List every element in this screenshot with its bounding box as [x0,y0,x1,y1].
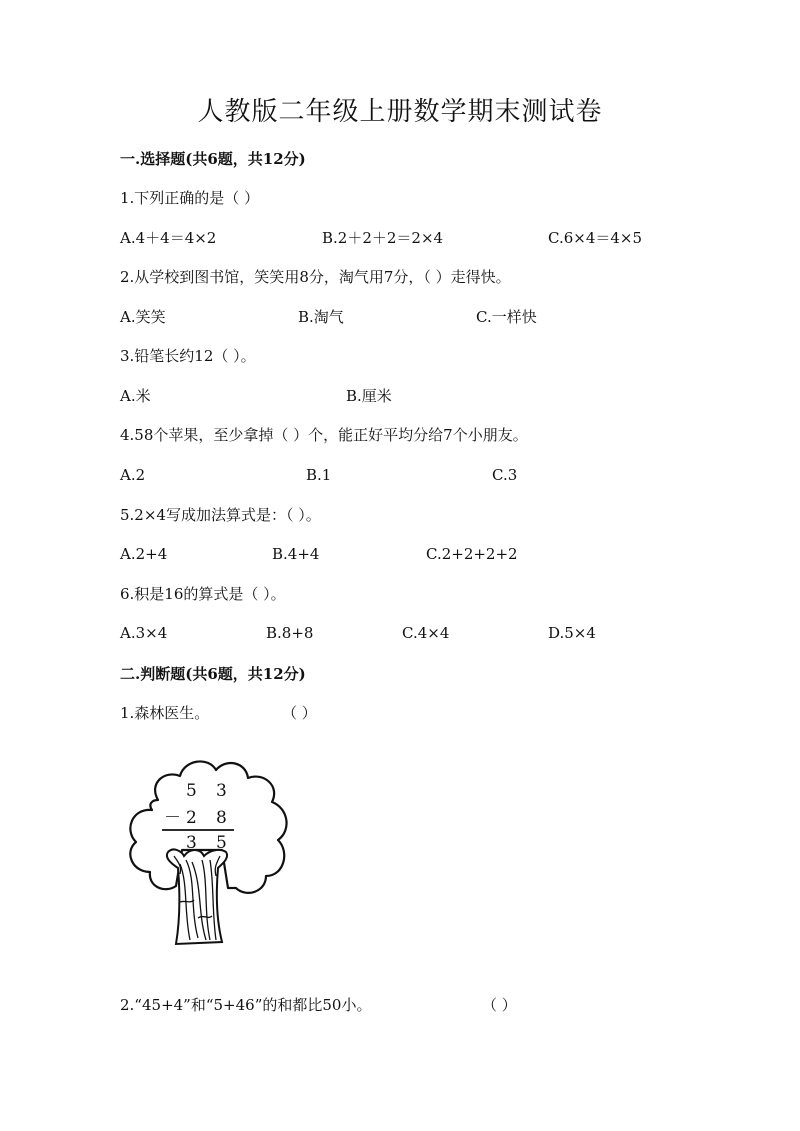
question-3: 3.铅笔长约12（ ）。 [120,347,256,365]
q5-option-c[interactable]: C.2+2+2+2 [426,545,518,563]
q2-option-c[interactable]: C.一样快 [476,308,537,326]
q6-option-d[interactable]: D.5×4 [548,624,596,642]
q1-option-c[interactable]: C.6×4＝4×5 [548,229,643,247]
q5-option-a[interactable]: A.2+4 [120,545,168,563]
calc-sub-digit-1: 2 [186,808,197,828]
calc-result-digit-1: 3 [186,833,197,853]
question-6: 6.积是16的算式是（ ）。 [120,585,286,603]
q6-option-b[interactable]: B.8+8 [266,624,314,642]
section-heading-choice: 一.选择题(共6题，共12分) [120,150,306,168]
q4-option-c[interactable]: C.3 [492,466,518,484]
judge-question-2: 2.“45+4”和“5+46”的和都比50小。 [120,996,372,1014]
tree-trunk [167,849,227,944]
question-4: 4.58个苹果，至少拿掉（ ）个，能正好平均分给7个小朋友。 [120,426,528,444]
q3-option-b[interactable]: B.厘米 [346,387,392,405]
q5-option-b[interactable]: B.4+4 [272,545,320,563]
tree-doctor-illustration [118,752,308,952]
section-heading-judge: 二.判断题(共6题，共12分) [120,665,306,683]
page-title: 人教版二年级上册数学期末测试卷 [197,97,603,127]
calc-top-digit-1: 5 [186,781,197,801]
question-5: 5.2×4写成加法算式是：（ ）。 [120,506,321,524]
calc-sub-digit-2: 8 [216,808,227,828]
question-2: 2.从学校到图书馆，笑笑用8分，淘气用7分，（ ）走得快。 [120,268,511,286]
q6-option-c[interactable]: C.4×4 [402,624,450,642]
q1-option-b[interactable]: B.2＋2＋2＝2×4 [322,229,444,247]
judge-2-answer-blank[interactable]: （ ） [482,996,517,1014]
calc-top-digit-2: 3 [216,781,227,801]
q2-option-b[interactable]: B.淘气 [298,308,344,326]
judge-question-1: 1.森林医生。 [120,704,210,722]
q2-option-a[interactable]: A.笑笑 [120,308,166,326]
calc-minus-sign: － [164,808,181,828]
q3-option-a[interactable]: A.米 [120,387,151,405]
q4-option-b[interactable]: B.1 [306,466,332,484]
q6-option-a[interactable]: A.3×4 [120,624,168,642]
judge-1-answer-blank[interactable]: （ ） [282,704,317,722]
q4-option-a[interactable]: A.2 [120,466,146,484]
question-1: 1.下列正确的是（ ） [120,189,260,207]
q1-option-a[interactable]: A.4＋4＝4×2 [120,229,217,247]
calc-result-digit-2: 5 [216,833,227,853]
